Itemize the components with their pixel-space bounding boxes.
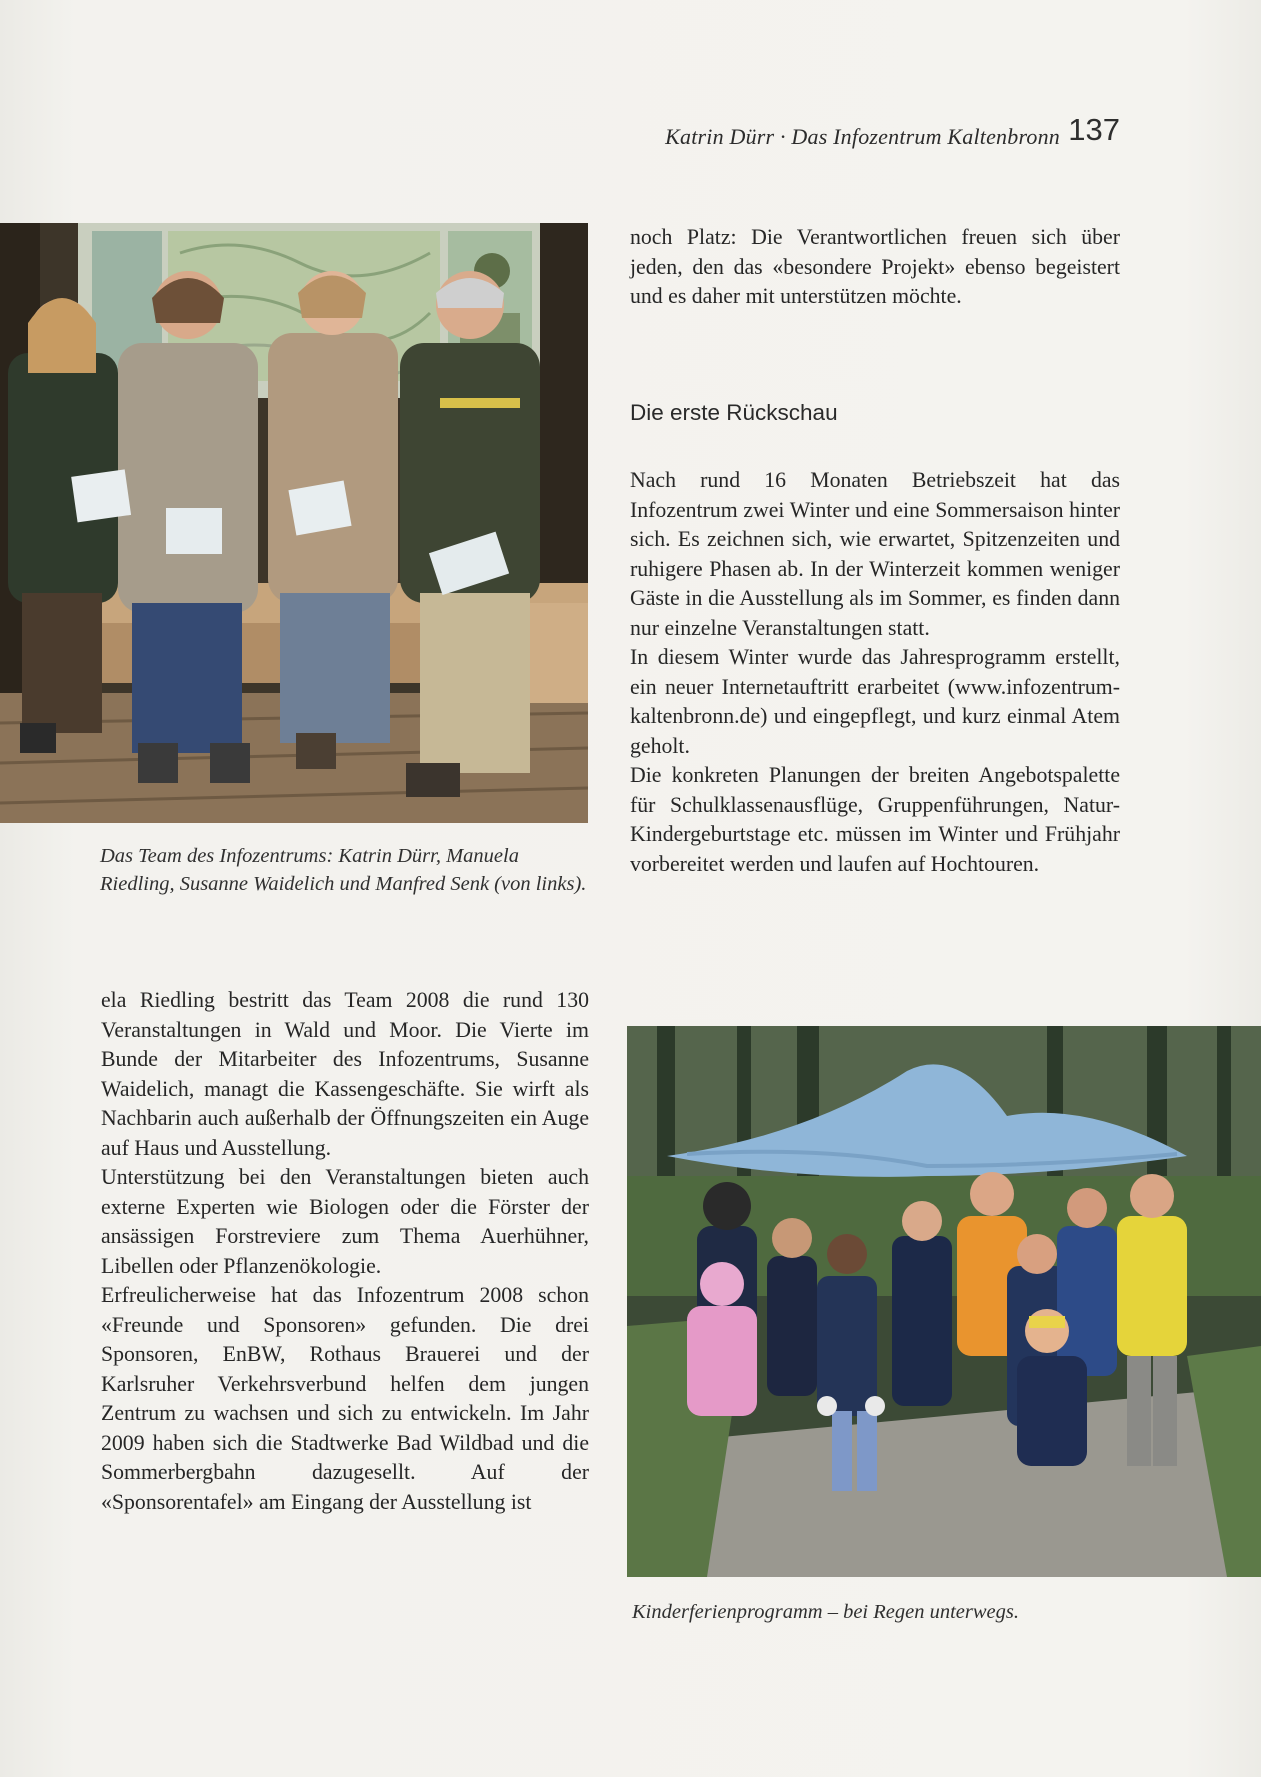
section-heading: Die erste Rückschau — [630, 400, 838, 425]
paragraph: ela Riedling bestritt das Team 2008 die rund 130 Veranstaltungen in Wald und Moor. Die Vierte im Bunde der Mitarbeiter des Infozentrums, Susanne Waidelich, managt die Kassengeschäfte. Sie wirft als Nachbarin auch außerhalb der Öffnungszeiten ein Auge auf Haus und Ausstellung. — [101, 988, 589, 1160]
paragraph: Die konkreten Planungen der breiten Angebotspalette für Schulklassenausflüge, Gruppenführungen, Natur-Kindergeburtstage etc. müssen im Winter und Frühjahr vorbereitet werden und laufen auf Hochtouren. — [630, 763, 1120, 876]
right-intro-text — [630, 223, 1120, 312]
paragraph: noch Platz: Die Verantwortlichen freuen sich über jeden, den das «besondere Projekt» ebenso begeistert und es daher mit unterstützen möchte. — [630, 225, 1120, 308]
paragraph: Erfreulicherweise hat das Infozentrum 2008 schon «Freunde und Sponsoren» gefunden. Die drei Sponsoren, EnBW, Rothaus Brauerei und der Karlsruher Verkehrsverbund helfen dem jungen Zentrum zu wachsen und sich zu entwickeln. Im Jahr 2009 haben sich die Stadtwerke Bad Wildbad und die Sommerbergbahn dazugesellt. Auf der «Sponsorentafel» am Eingang der Ausstellung ist — [101, 1283, 589, 1514]
left-text-column — [101, 986, 589, 1517]
team-photo-caption: Das Team des Infozentrums: Katrin Dürr, Manuela Riedling, Susanne Waidelich und Manfred Senk (von links). — [100, 845, 587, 895]
paragraph: In diesem Winter wurde das Jahresprogramm erstellt, ein neuer Internetauftritt erarbeitet (www.infozentrum-kaltenbronn.de) und eingepflegt, und kurz einmal Atem geholt. — [630, 645, 1120, 758]
right-text-column — [630, 466, 1120, 879]
page-number: 137 — [1068, 112, 1120, 147]
paragraph: Unterstützung bei den Veranstaltungen bieten auch externe Experten wie Biologen oder die Förster der ansässigen Forstreviere zum Thema Auerhühner, Libellen oder Pflanzenökologie. — [101, 1165, 589, 1278]
kids-photo — [627, 1026, 1261, 1577]
running-header — [600, 112, 1120, 152]
team-photo — [0, 223, 588, 823]
kids-photo-caption: Kinderferienprogramm – bei Regen unterwegs. — [632, 1601, 1019, 1623]
running-title: Katrin Dürr · Das Infozentrum Kaltenbronn — [665, 124, 1060, 149]
paragraph: Nach rund 16 Monaten Betriebszeit hat das Infozentrum zwei Winter und eine Sommersaison hinter sich. Es zeichnen sich, wie erwartet, Spitzenzeiten und ruhigere Phasen ab. In der Winterzeit kommen weniger Gäste in die Ausstellung als im Sommer, es finden dann nur einzelne Veranstaltungen statt. — [630, 468, 1120, 640]
